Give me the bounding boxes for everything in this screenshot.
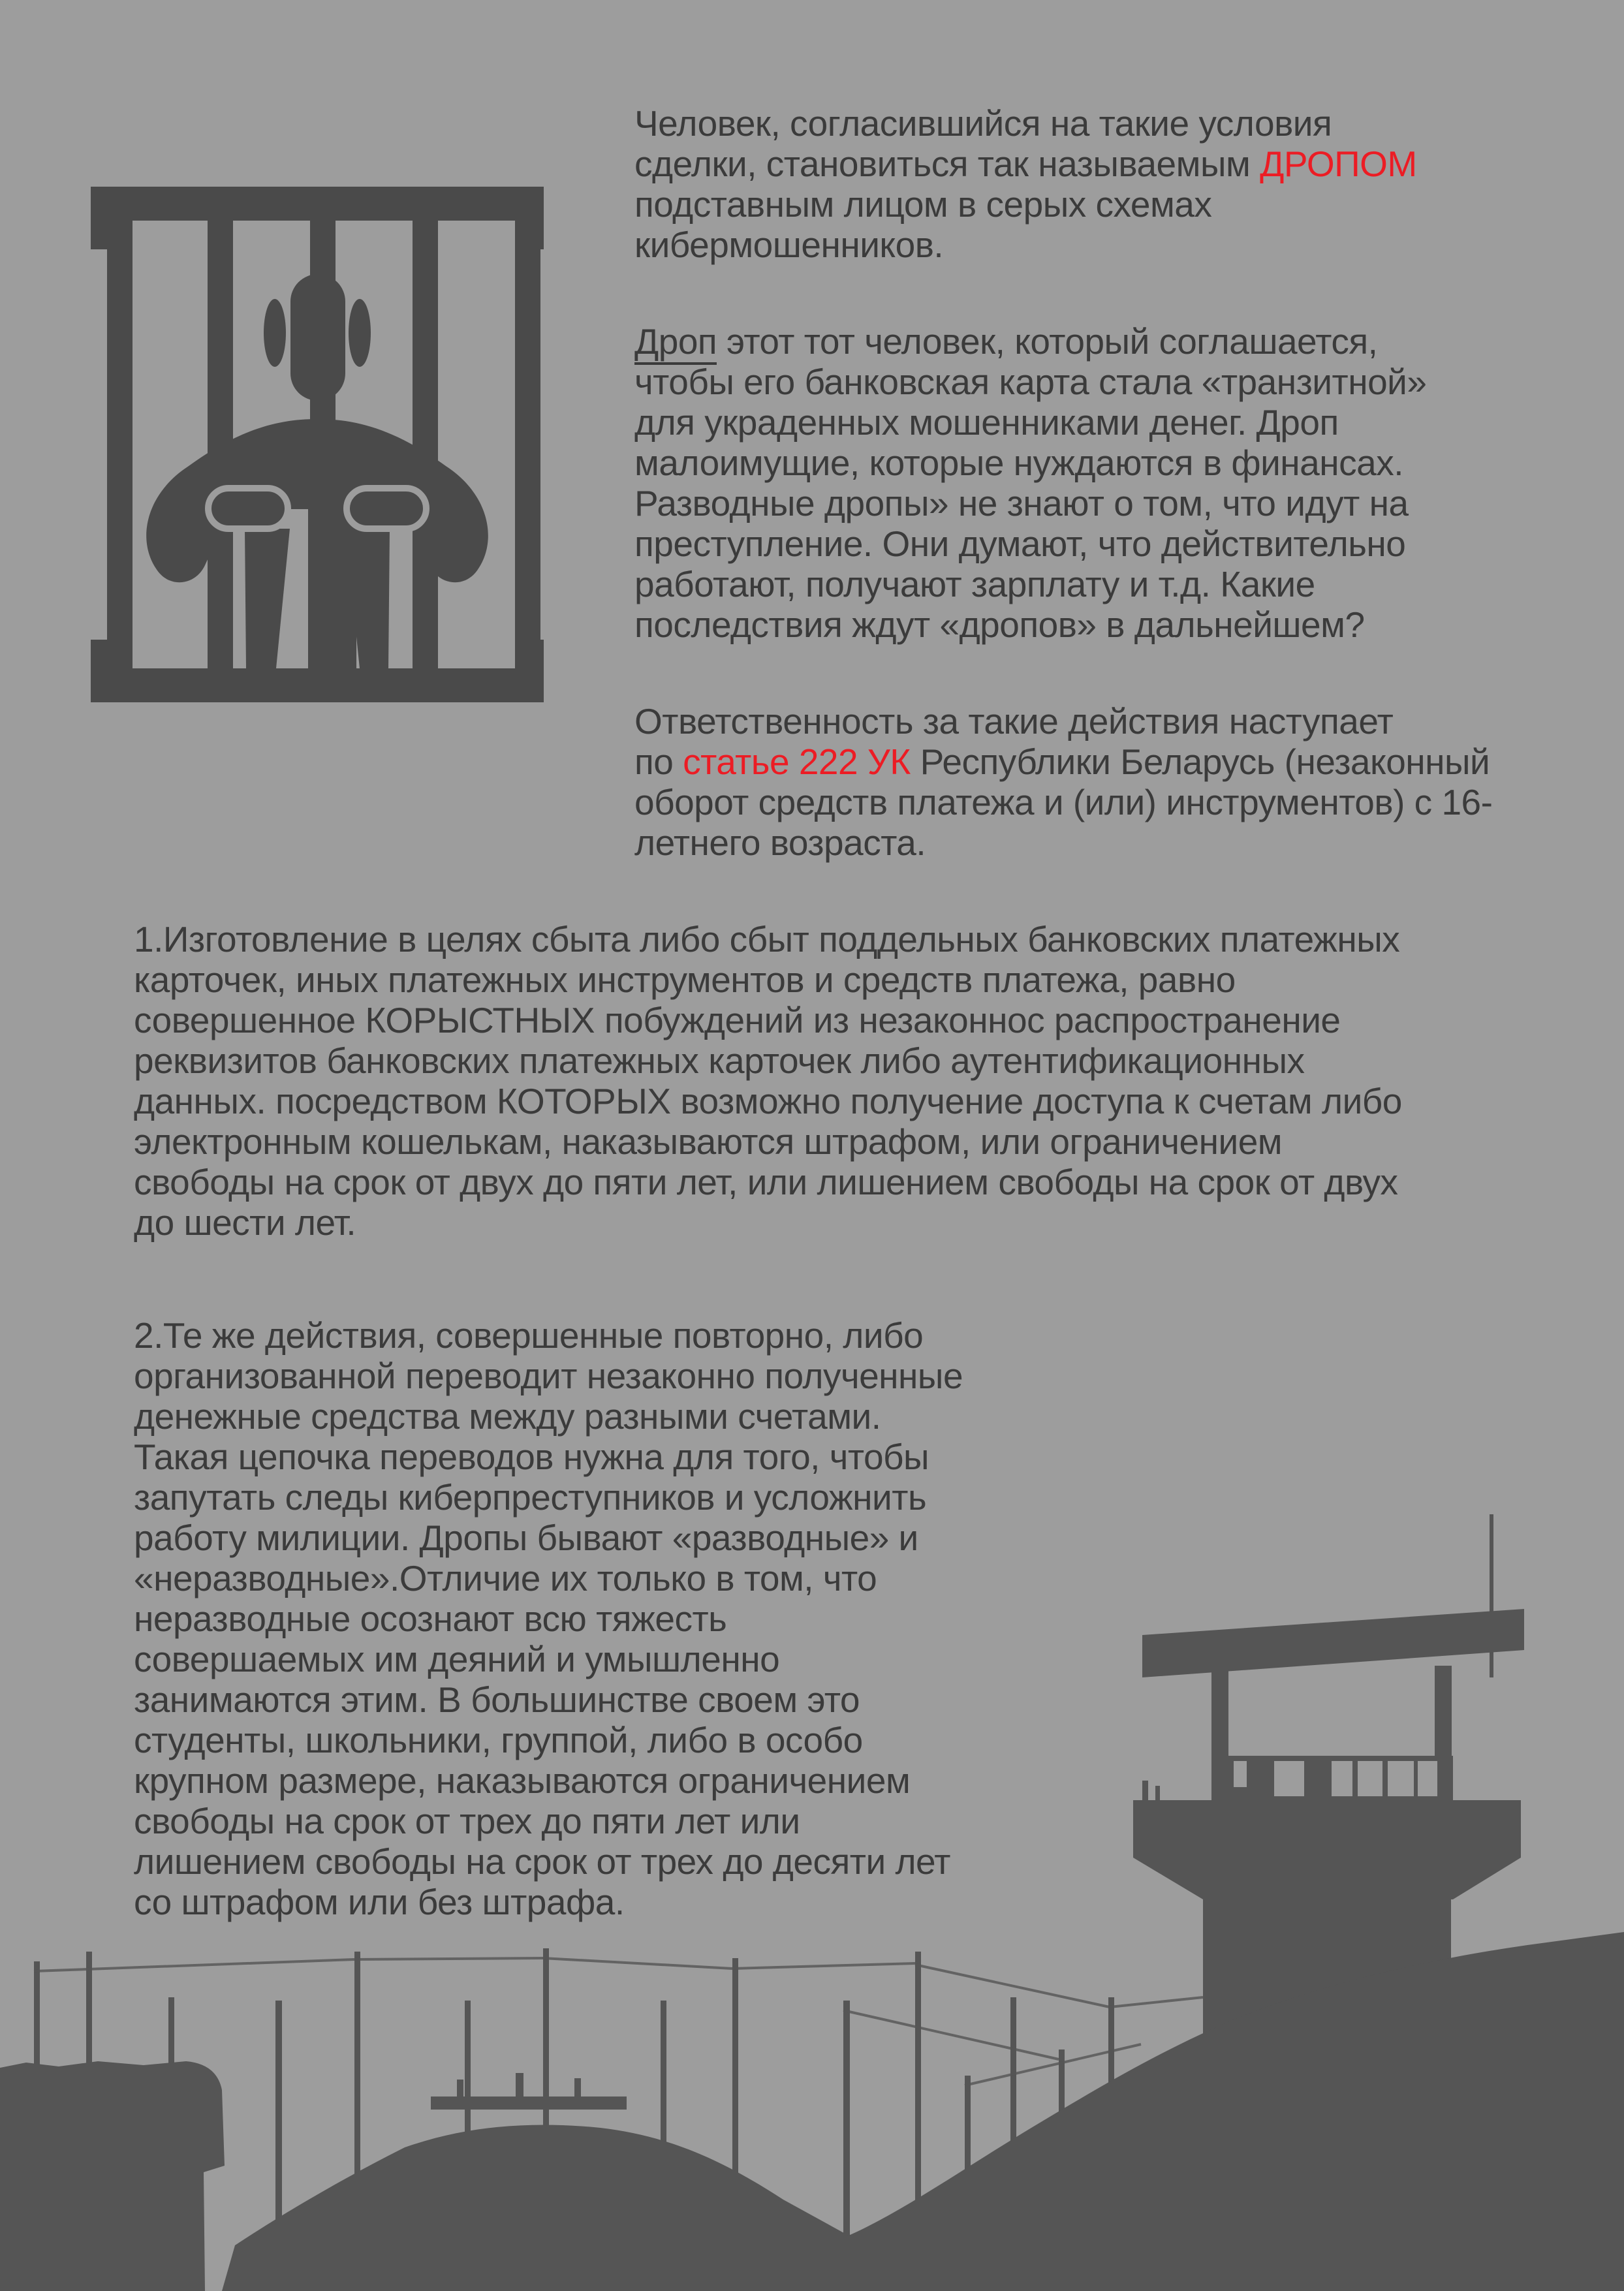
text-line [634,483,1492,523]
highlight-red-text: ДРОПОМ [1260,144,1417,184]
text-segment: совершенное КОРЫСТНЫХ побуждений из незаконнос распространение [134,1000,1341,1040]
text-segment: неразводные осознают всю тяжесть [134,1598,727,1639]
text-segment: Ответственность за такие действия наступает [634,701,1394,741]
text-segment: студенты, школьники, группой, либо в особо [134,1720,863,1760]
paragraph-responsibility [634,701,1492,863]
prisoner-behind-bars-icon [91,187,544,702]
text-segment: со штрафом или без штрафа. [134,1882,625,1922]
text-segment: сделки, становиться так называемым [634,144,1260,184]
text-segment: лишением свободы на срок от трех до десяти лет [134,1841,950,1882]
text-segment: для украденных мошенниками денег. Дроп [634,402,1339,443]
text-line [634,822,1492,863]
text-segment: работают, получают зарплату и т.д. Какие [634,564,1315,604]
text-segment: Разводные дропы» не знают о том, что идут на [634,483,1409,523]
text-segment: реквизитов банковских платежных карточек либо аутентификационных [134,1040,1305,1081]
building-silhouette [0,2061,225,2291]
text-line [634,225,1492,265]
paragraph-article-part1 [134,919,1402,1243]
text-line [134,919,1402,959]
text-segment: оборот средств платежа и (или) инструментов) с 16- [634,782,1493,822]
text-segment: занимаются этим. В большинстве своем это [134,1679,860,1720]
text-line [634,144,1492,184]
text-segment: крупном размере, наказываются ограничением [134,1760,911,1801]
text-segment: Человек, согласившийся на такие условия [634,103,1332,144]
underlined-term: Дроп [634,321,717,365]
text-segment: запутать следы киберпреступников и усложнить [134,1477,927,1518]
paragraph-drop-definition [634,103,1492,265]
text-line [634,782,1492,822]
ground-silhouette [222,1932,1624,2291]
text-segment: организованной переводит незаконно полученные [134,1356,963,1396]
paragraph-drop-explanation [634,321,1492,645]
text-segment: преступление. Они думают, что действительно [634,523,1406,564]
text-line [134,1356,963,1396]
article-part1-block [134,919,1402,1243]
text-line [134,1315,963,1356]
text-segment: подставным лицом в серых схемах [634,184,1212,225]
text-line [134,1081,1402,1121]
text-segment: карточек, иных платежных инструментов и средств платежа, равно [134,959,1236,1000]
text-segment: денежные средства между разными счетами. [134,1396,881,1437]
text-segment: данных. посредством КОТОРЫХ возможно получение доступа к счетам либо [134,1081,1402,1121]
text-line [634,184,1492,225]
text-line [634,443,1492,483]
text-segment: Республики Беларусь (незаконный [910,741,1490,782]
highlight-red-text: статье 222 УК [683,741,911,782]
text-line [634,701,1492,741]
text-segment: работу милиции. Дропы бывают «разводные» и [134,1518,918,1558]
text-line [634,523,1492,564]
text-line [134,959,1402,1000]
text-line [134,1000,1402,1040]
text-segment: кибермошенников. [634,225,944,265]
intro-text-block [634,103,1492,863]
text-segment: Такая цепочка переводов нужна для того, чтобы [134,1437,929,1477]
text-line [134,1202,1402,1243]
text-segment: летнего возраста. [634,822,926,863]
text-line [634,321,1492,362]
text-segment: «неразводные».Отличие их только в том, что [134,1558,877,1598]
text-line [134,1040,1402,1081]
text-line [634,604,1492,645]
text-line [134,1437,963,1477]
text-segment: свободы на срок от двух до пяти лет, или лишением свободы на срок от двух [134,1162,1398,1202]
text-segment: совершаемых им деяний и умышленно [134,1639,780,1679]
text-line [634,103,1492,144]
text-segment: последствия ждут «дропов» в дальнейшем? [634,604,1365,645]
text-segment: этот тот человек, который соглашается, [717,321,1378,362]
text-line [634,564,1492,604]
text-segment: 2.Те же действия, совершенные повторно, либо [134,1315,924,1356]
prison-scene [0,1475,1624,2291]
text-segment: свободы на срок от трех до пяти лет или [134,1801,800,1841]
text-line [634,362,1492,402]
text-segment: до шести лет. [134,1202,356,1243]
text-segment: чтобы его банковская карта стала «транзитной» [634,362,1427,402]
text-segment: по [634,741,683,782]
text-line [634,741,1492,782]
text-line [134,1162,1402,1202]
text-line [134,1396,963,1437]
text-segment: малоимущие, которые нуждаются в финансах. [634,443,1404,483]
jail-bars [107,221,540,668]
text-line [634,402,1492,443]
text-segment: 1.Изготовление в целях сбыта либо сбыт поддельных банковских платежных [134,919,1400,959]
text-line [134,1121,1402,1162]
text-segment: электронным кошелькам, наказываются штрафом, или ограничением [134,1121,1283,1162]
